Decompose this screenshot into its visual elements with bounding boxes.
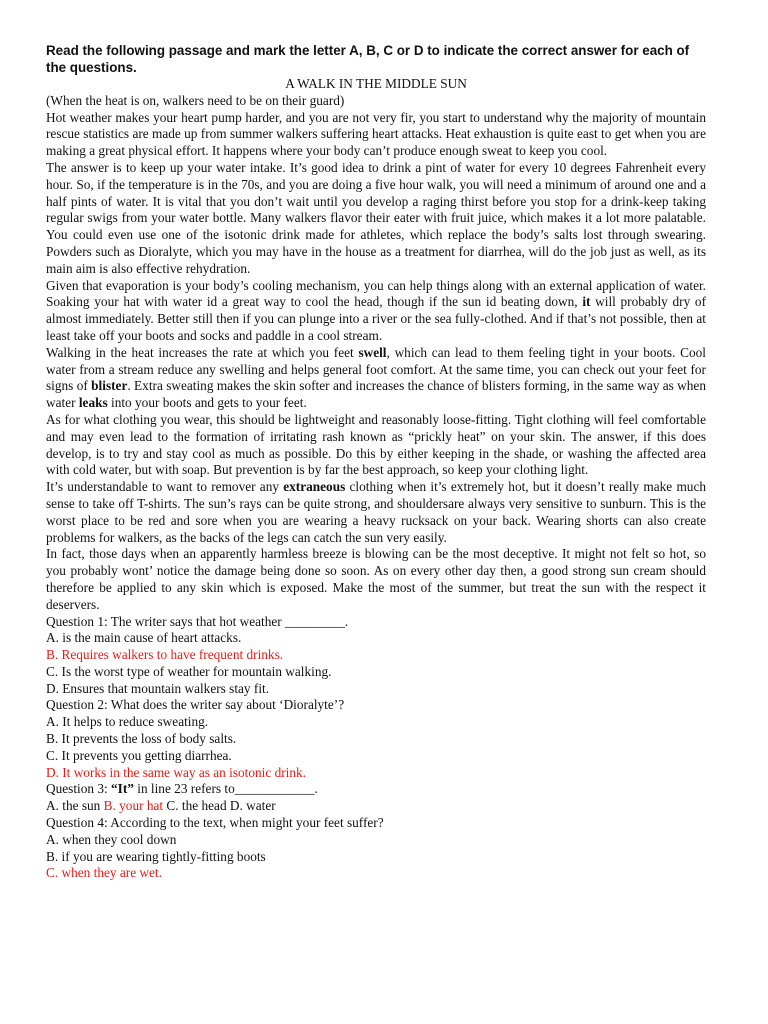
- highlight-swell: swell: [358, 344, 387, 360]
- q4-option-a: A. when they cool down: [46, 831, 177, 847]
- q4-option-b: B. if you are wearing tightly-fitting boots: [46, 848, 266, 864]
- q3-options: A. the sun B. your hat C. the head D. water: [46, 798, 276, 814]
- paragraph-7: In fact, those days when an apparently harmless breeze is blowing can be the most deceptive. It might not felt so hot, so you probably wont’ notice the damage being done so soon. As on every other day then, a good strong sun cream should therefore be applied to any skin which is exposed. Make the most of the summer, but treat the sun with the respect it deservers.: [46, 546, 706, 612]
- instruction: Read the following passage and mark the letter A, B, C or D to indicate the correct answer for each of the questions.: [46, 43, 690, 75]
- q2-option-d-answer: D. It works in the same way as an isotonic drink.: [46, 764, 306, 780]
- question-1: Question 1: The writer says that hot weather _________.: [46, 613, 349, 629]
- q1-option-c: C. Is the worst type of weather for mountain walking.: [46, 663, 332, 679]
- q4-option-c-answer: C. when they are wet.: [46, 865, 162, 881]
- question-3: Question 3: “It” in line 23 refers to____________.: [46, 781, 318, 797]
- q1-option-b-answer: B. Requires walkers to have frequent drinks.: [46, 647, 284, 663]
- passage-title: A WALK IN THE MIDDLE SUN: [285, 76, 467, 91]
- question-2: Question 2: What does the writer say about ‘Dioralyte’?: [46, 697, 345, 713]
- paragraph-6: It’s understandable to want to remover any extraneous clothing when it’s extremely hot, but it doesn’t really make much sense to take off T-shirts. The sun’s rays can be quite strong, and shouldersare always very sensitive to sunburn. This is the worst place to be red and sore when you are wearing a heavy rucksack on your back. Wearing shorts can also create problems for walkers, as the backs of the legs can catch the sun very easily.: [46, 479, 706, 545]
- q2-option-a: A. It helps to reduce sweating.: [46, 714, 209, 730]
- passage-subtitle: (When the heat is on, walkers need to be on their guard): [46, 92, 345, 108]
- paragraph-4: Walking in the heat increases the rate at which you feet swell, which can lead to them feeling tight in your boots. Cool water from a stream reduce any swelling and helps general foot comfort. At the same time, you can check out your feet for signs of blister. Extra sweating makes the skin softer and increases the chance of blisters forming, in the same way as when water leaks into your boots and gets to your feet.: [46, 344, 706, 411]
- paragraph-2: The answer is to keep up your water intake. It’s good idea to drink a pint of water for every 10 degrees Fahrenheit every hour. So, if the temperature is in the 70s, and you are doing a five hour walk, you will need a minimum of around one and a half pints of water. It is vital that you don’t wait until you develop a raging thirst before you stop for a drink-keep taking regular swigs from your water bottle. Many walkers flavor their eater with fruit juice, which makes it a lot more palatable. You could even use one of the isotonic drink made for athletes, which replace the body’s salts lost through swearing. Powders such as Dioralyte, which you may have in the house as a treatment for diarrhea, will do the job just as well, as its main aim is also effective rehydration.: [46, 159, 706, 276]
- question-4: Question 4: According to the text, when might your feet suffer?: [46, 815, 384, 831]
- highlight-it: it: [582, 294, 591, 310]
- document-page: [46, 42, 706, 882]
- highlight-blister: blister: [91, 378, 128, 394]
- q2-option-c: C. It prevents you getting diarrhea.: [46, 747, 232, 763]
- highlight-extraneous: extraneous: [283, 479, 346, 495]
- q2-option-b: B. It prevents the loss of body salts.: [46, 731, 237, 747]
- paragraph-3: Given that evaporation is your body’s cooling mechanism, you can help things along with an external application of water. Soaking your hat with water id a great way to cool the head, though if the sun id beating down, it will probably dry of almost immediately. Better still then if you can plunge into a river or the sea fully-clothed. And if that’s not possible, then at least take off your boots and socks and paddle in a cool stream.: [46, 277, 706, 343]
- paragraph-5: As for what clothing you wear, this should be lightweight and reasonably loose-fitting. Tight clothing will feel comfortable and may even lead to the formation of irritating rash known as “prickly heat” on your skin. The answer, if this does develop, is to try and stay cool as much as possible. Do this by either keeping in the shade, or washing the affected area with cold water, but with soap. But prevention is by far the best approach, so keep your clothing light.: [46, 411, 706, 478]
- q1-option-d: D. Ensures that mountain walkers stay fit.: [46, 680, 270, 696]
- q1-option-a: A. is the main cause of heart attacks.: [46, 630, 242, 646]
- highlight-leaks: leaks: [78, 395, 108, 411]
- paragraph-1: Hot weather makes your heart pump harder, and you are not very fir, you start to understand why the majority of mountain rescue statistics are made up from summer walkers suffering heart attacks. Heat exhaustion is quite east to get when you are making a great physical effort. It happens where your body can’t produce enough sweat to keep you cool.: [46, 109, 706, 159]
- q3-option-b-answer: B. your hat: [103, 798, 164, 814]
